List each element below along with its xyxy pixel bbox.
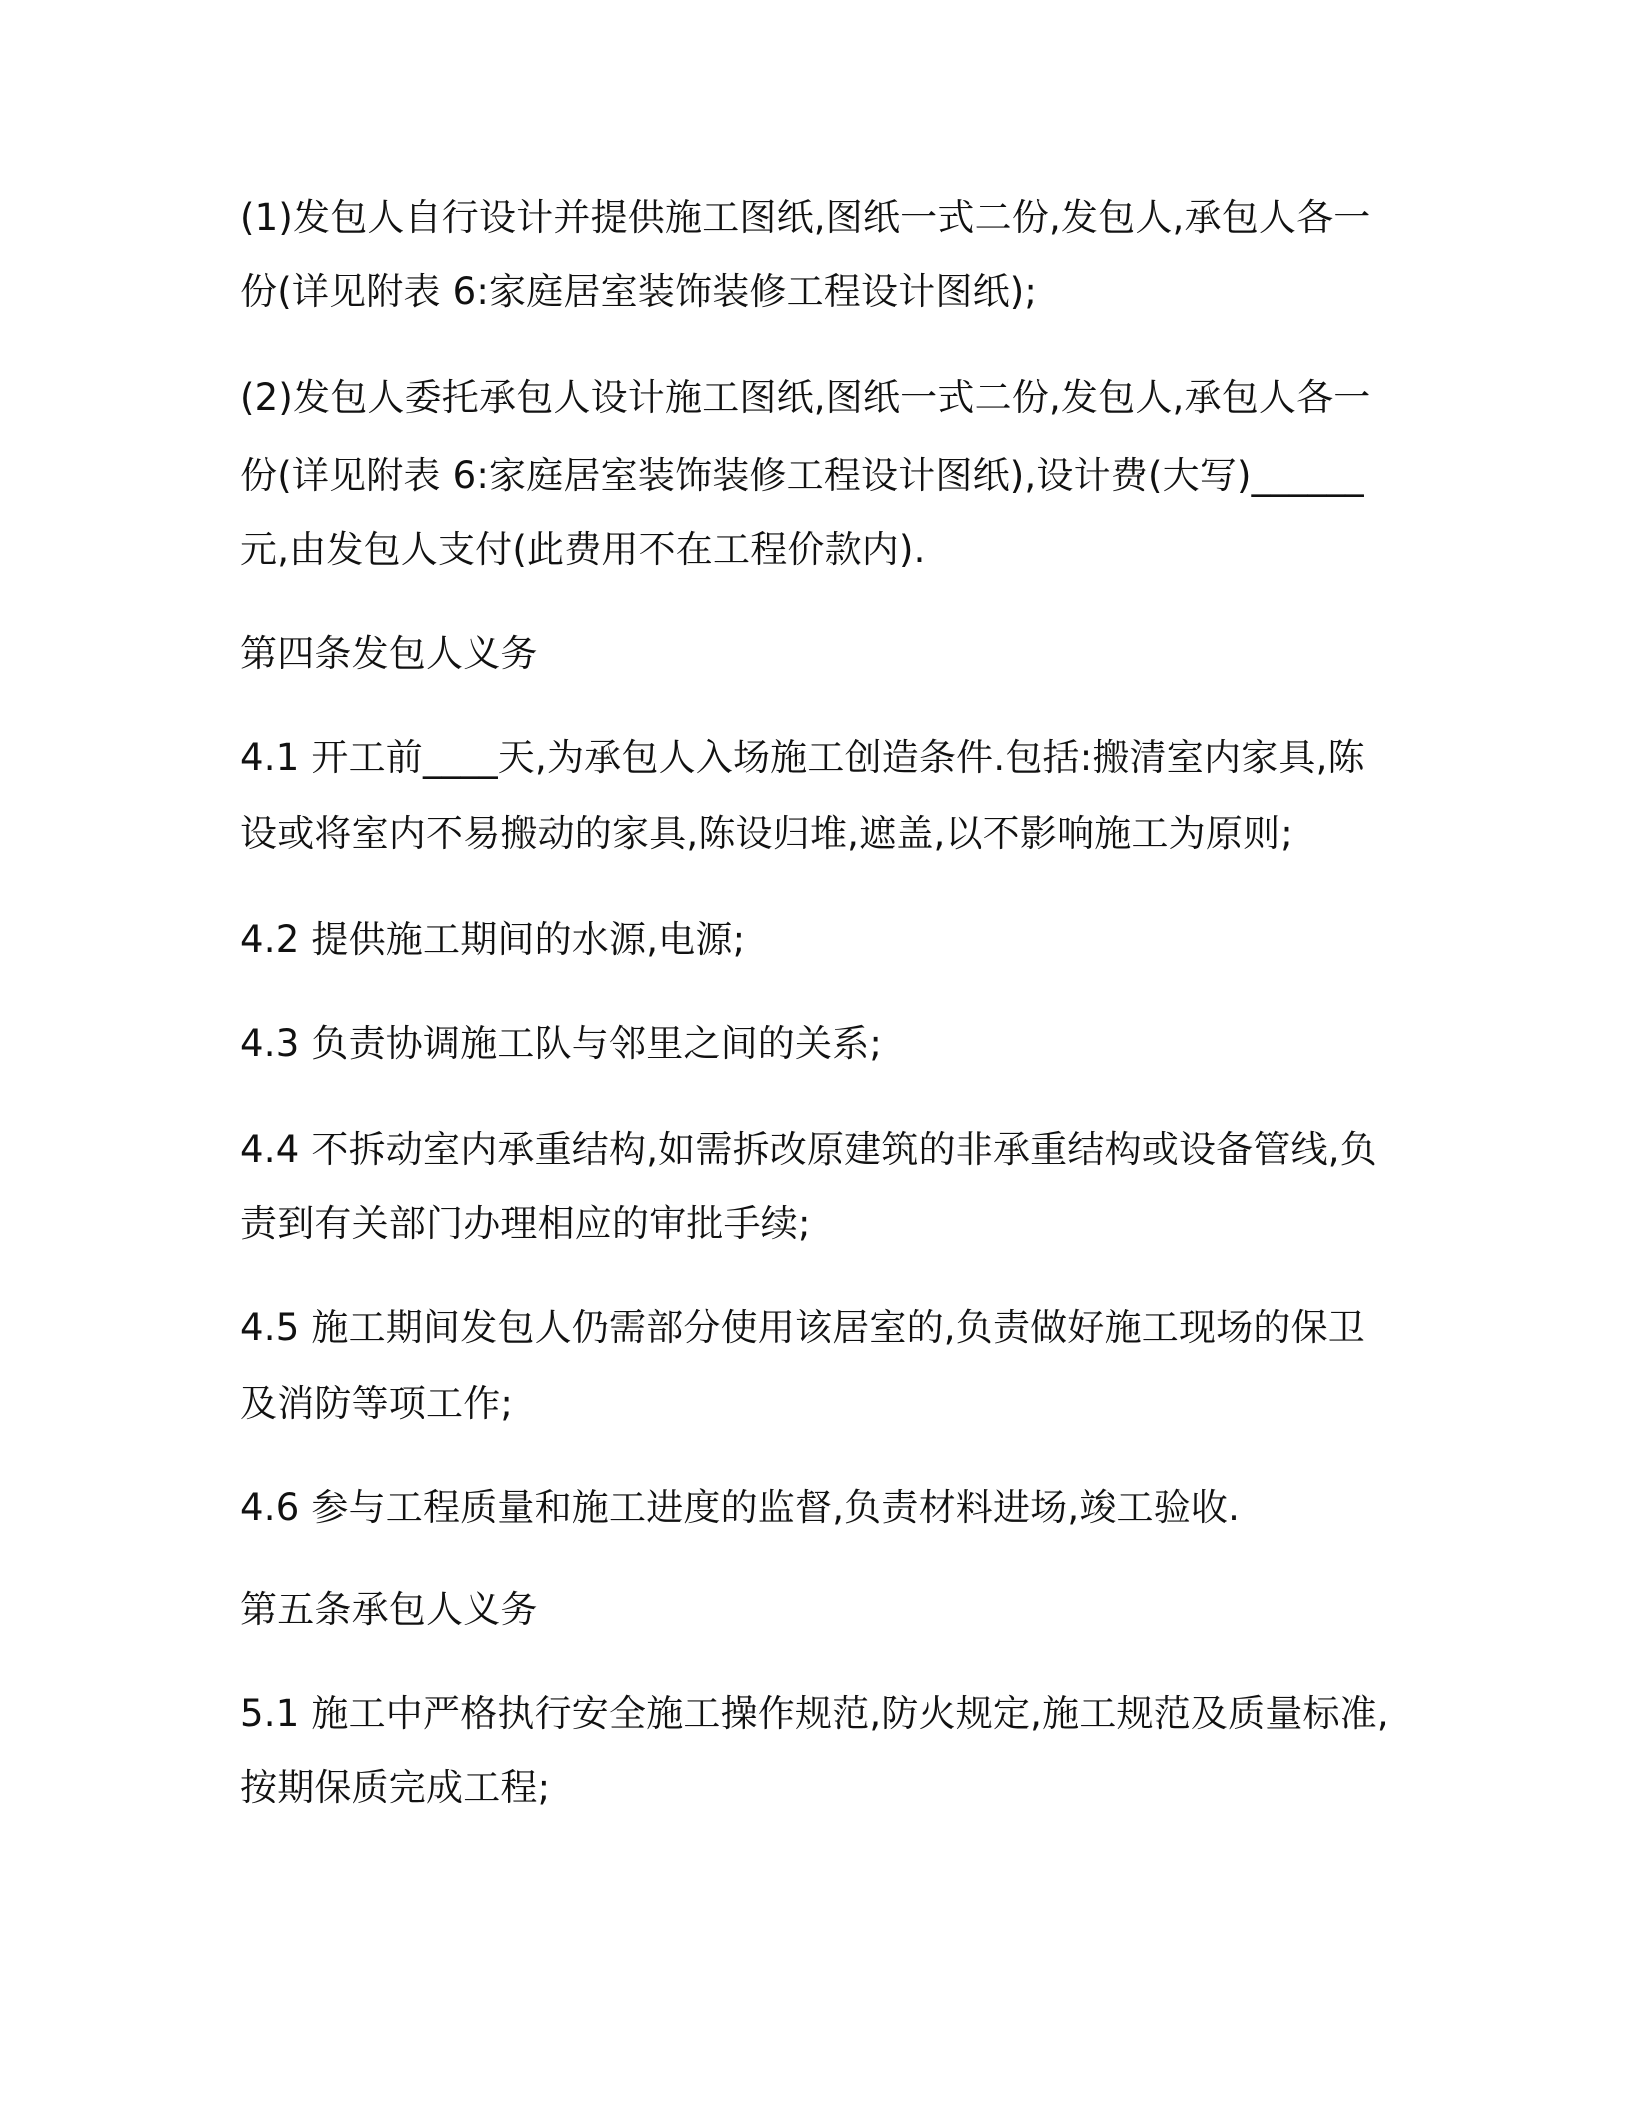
clause-4-5-line-1: 4.5 施工期间发包人仍需部分使用该居室的,负责做好施工现场的保卫 xyxy=(240,1306,1365,1349)
section-heading-article-5: 第五条承包人义务 xyxy=(240,1588,538,1631)
clause-4-5-line-2: 及消防等项工作; xyxy=(240,1382,514,1425)
clause-5-1-line-1: 5.1 施工中严格执行安全施工操作规范,防火规定,施工规范及质量标准, xyxy=(240,1692,1389,1735)
clause-4-3: 4.3 负责协调施工队与邻里之间的关系; xyxy=(240,1022,883,1065)
clause-4-1-line-2: 设或将室内不易搬动的家具,陈设归堆,遮盖,以不影响施工为原则; xyxy=(240,812,1293,855)
clause-3-2-line-3: 元,由发包人支付(此费用不在工程价款内). xyxy=(240,528,926,571)
clause-4-2: 4.2 提供施工期间的水源,电源; xyxy=(240,918,746,961)
clause-4-1-line-1: 4.1 开工前____天,为承包人入场施工创造条件.包括:搬清室内家具,陈 xyxy=(240,736,1365,779)
clause-4-6: 4.6 参与工程质量和施工进度的监督,负责材料进场,竣工验收. xyxy=(240,1486,1241,1529)
clause-3-1-line-1: (1)发包人自行设计并提供施工图纸,图纸一式二份,发包人,承包人各一 xyxy=(240,196,1371,239)
clause-3-1-line-2: 份(详见附表 6:家庭居室装饰装修工程设计图纸); xyxy=(240,270,1038,313)
clause-3-2-line-2: 份(详见附表 6:家庭居室装饰装修工程设计图纸),设计费(大写)______ xyxy=(240,454,1364,497)
clause-3-2-line-1: (2)发包人委托承包人设计施工图纸,图纸一式二份,发包人,承包人各一 xyxy=(240,376,1371,419)
clause-4-4-line-2: 责到有关部门办理相应的审批手续; xyxy=(240,1202,811,1245)
section-heading-article-4: 第四条发包人义务 xyxy=(240,632,538,675)
clause-5-1-line-2: 按期保质完成工程; xyxy=(240,1766,551,1809)
clause-4-4-line-1: 4.4 不拆动室内承重结构,如需拆改原建筑的非承重结构或设备管线,负 xyxy=(240,1128,1377,1171)
